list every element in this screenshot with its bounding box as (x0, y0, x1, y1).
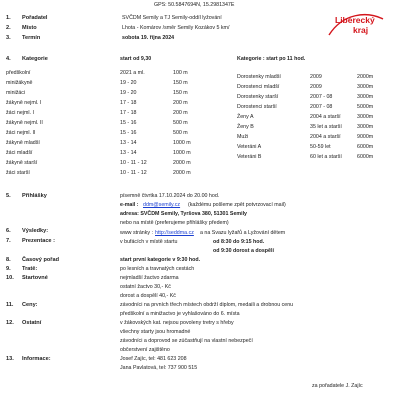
vysledky-rest: a na Svazu lyžařů a Lyžování dětem (200, 230, 286, 236)
category-left-dist: 2000 m (173, 160, 191, 166)
vysledky-label: Výsledky: (22, 228, 49, 234)
info-num-1: 1. (6, 15, 11, 21)
info-label-misto: Místo (22, 25, 37, 31)
category-right-year: 2009 (310, 84, 322, 90)
info-value-poradatel: SVČDM Semily a TJ Semily-oddíl lyžování (122, 15, 222, 21)
startovne-line: nejmladší žactvo zdarma (120, 275, 179, 281)
vysledky-num: 6. (6, 228, 11, 234)
prezentace-num: 7. (6, 238, 11, 244)
casovy-num: 8. (6, 257, 11, 263)
kategorie-label: Kategorie (22, 56, 48, 62)
prihlasky-email-note: (každému pošleme zpět potvrzovací mail) (188, 202, 286, 208)
logo-line-2: kraj (353, 25, 369, 35)
category-right-dist: 3000m (357, 114, 374, 120)
category-left-year: 15 - 16 (120, 120, 137, 126)
ostatni-num: 12. (6, 320, 14, 326)
category-left-dist: 100 m (173, 70, 188, 76)
startovne-line: ostatní žactvo 30,- Kč (120, 284, 171, 290)
prihlasky-email-prefix: e-mail : (120, 202, 139, 208)
category-right-year: 50-59 let (310, 144, 331, 150)
category-left-dist: 1000 m (173, 150, 191, 156)
category-left-name: žákyně nejml. I (6, 100, 42, 106)
prihlasky-alt: nebo na místě (preferujeme přihlášky předem) (120, 220, 229, 226)
prezentace-line-1: od 8:30 do 9:15 hod. (213, 239, 265, 245)
startovne-label: Startovné (22, 275, 48, 281)
category-left-year: 15 - 16 (120, 130, 137, 136)
ostatni-label: Ostatní (22, 320, 42, 326)
category-right-name: Dorostenci mladší (237, 84, 280, 90)
category-left-year: 17 - 18 (120, 110, 137, 116)
trate-label: Tratě: (22, 266, 38, 272)
info-label-poradatel: Pořadatel (22, 15, 48, 21)
category-left-name: předškolní (6, 70, 31, 76)
trate-value: po lesních a travnatých cestách (120, 266, 195, 272)
category-left-year: 13 - 14 (120, 150, 137, 156)
category-right-name: Ženy A (237, 114, 254, 120)
info-value-misto: Lhota - Komárov /směr Semily Kozákov 5 km/ (122, 25, 230, 31)
category-left-name: žákyně nejml. II (6, 120, 43, 126)
category-right-year: 2007 - 08 (310, 94, 333, 100)
startovne-line: dorost a dospělí 40,- Kč (120, 293, 176, 299)
info-num-2: 2. (6, 25, 11, 31)
category-right-name: Dorostenci starší (237, 104, 277, 110)
prihlasky-address: adresa: SVČDM Semily, Tyršova 380, 51301 Semily (120, 211, 247, 217)
trate-num: 9. (6, 266, 11, 272)
category-left-year: 13 - 14 (120, 140, 137, 146)
category-right-year: 2004 a starší (310, 134, 341, 140)
ceny-line: předškolní a minižactvo je vyhlašováno do 6. místa (120, 311, 240, 317)
ostatni-line: všechny starty jsou hromadné (120, 329, 191, 335)
ceny-label: Ceny: (22, 302, 38, 308)
category-right-dist: 3000m (357, 94, 374, 100)
kategorie-num: 4. (6, 56, 11, 62)
category-right-name: Veteráni A (237, 144, 262, 150)
prihlasky-line-1: písemně čtvrtka 17.10.2024 do 20.00 hod. (120, 193, 220, 199)
category-right-name: Dorostenky mladší (237, 74, 281, 80)
ceny-num: 11. (6, 302, 14, 308)
informace-num: 13. (6, 356, 14, 362)
kategorie-start-2: Kategorie : start po 11 hod. (237, 56, 306, 62)
category-right-year: 2007 - 08 (310, 104, 333, 110)
ceny-line: závodníci na prvních třech místech obdrží diplom, medaili a drobnou cenu (120, 302, 294, 308)
prihlasky-num: 5. (6, 193, 11, 199)
ostatni-line: občerstvení zajištěno (120, 347, 170, 353)
category-right-dist: 9000m (357, 134, 374, 140)
category-left-dist: 200 m (173, 100, 188, 106)
startovne-num: 10. (6, 275, 14, 281)
logo-line-1: Liberecký (335, 15, 375, 25)
info-value-termin: sobota 19. října 2024 (122, 35, 175, 41)
category-left-year: 2021 a ml. (120, 70, 145, 76)
prihlasky-email-link[interactable]: ddm@semily.cz (143, 202, 181, 208)
ostatni-line: v žákovských kat. nejsou povoleny tretry s hřeby (120, 320, 234, 326)
info-label-termin: Termín (22, 35, 41, 41)
category-left-year: 17 - 18 (120, 100, 137, 106)
category-left-dist: 2000 m (173, 170, 191, 176)
category-right-name: Veteráni B (237, 154, 262, 160)
category-left-name: žáci nejml. II (6, 130, 36, 136)
informace-line: Josef Zajíc, tel: 481 623 208 (120, 356, 187, 362)
vysledky-link[interactable]: http://seddma.cz (155, 230, 194, 236)
category-right-dist: 6000m (357, 144, 374, 150)
category-left-year: 19 - 20 (120, 90, 137, 96)
category-right-dist: 3000m (357, 124, 374, 130)
category-right-dist: 5000m (357, 104, 374, 110)
gps-coordinates: GPS: 50.5847694N, 15.2981347E (154, 2, 235, 8)
category-left-year: 10 - 11 - 12 (120, 170, 147, 176)
category-right-dist: 3000m (357, 84, 374, 90)
category-right-dist: 2000m (357, 74, 374, 80)
category-right-year: 2009 (310, 74, 322, 80)
category-left-name: minižáci (6, 90, 26, 96)
vysledky-prefix: www stránky : (120, 230, 153, 236)
category-left-dist: 150 m (173, 90, 188, 96)
category-right-year: 60 let a starší (310, 154, 342, 160)
info-num-3: 3. (6, 35, 11, 41)
category-left-dist: 150 m (173, 80, 188, 86)
category-left-name: žákyně starší (6, 160, 38, 166)
category-left-name: žáci starší (6, 170, 30, 176)
category-right-name: Dorostenky starší (237, 94, 279, 100)
ostatni-line: závodníci a doprovod se zúčastňují na vlastní nebezpečí (120, 338, 253, 344)
category-left-name: minižákyně (6, 80, 33, 86)
casovy-value: start první kategorie v 9:30 hod. (120, 257, 201, 263)
category-right-dist: 6000m (357, 154, 374, 160)
kategorie-start-1: start od 9,30 (120, 56, 152, 62)
informace-label: Informace: (22, 356, 51, 362)
liberecky-kraj-logo (327, 11, 385, 39)
prezentace-line-2: od 9:30 dorost a dospělí (213, 248, 274, 254)
category-left-dist: 1000 m (173, 140, 191, 146)
category-left-name: žákyně mladší (6, 140, 40, 146)
category-left-name: žáci nejml. I (6, 110, 34, 116)
informace-line: Jana Pavlatová, tel: 737 900 515 (120, 365, 198, 371)
casovy-label: Časový pořad (22, 257, 59, 263)
category-left-dist: 200 m (173, 110, 188, 116)
category-right-year: 35 let a starší (310, 124, 342, 130)
category-left-dist: 500 m (173, 130, 188, 136)
footer-signature: za pořadatele J. Zajíc (312, 383, 363, 389)
category-right-name: Ženy B (237, 124, 254, 130)
category-left-year: 10 - 11 - 12 (120, 160, 147, 166)
category-right-year: 2004 a starší (310, 114, 341, 120)
category-left-name: žáci mladší (6, 150, 33, 156)
category-left-year: 19 - 20 (120, 80, 137, 86)
category-right-name: Muži (237, 134, 249, 140)
vysledky-line-2: v bufácích v místě startu (120, 239, 178, 245)
category-left-dist: 500 m (173, 120, 188, 126)
prihlasky-label: Přihlášky (22, 193, 47, 199)
prezentace-label: Prezentace : (22, 238, 55, 244)
